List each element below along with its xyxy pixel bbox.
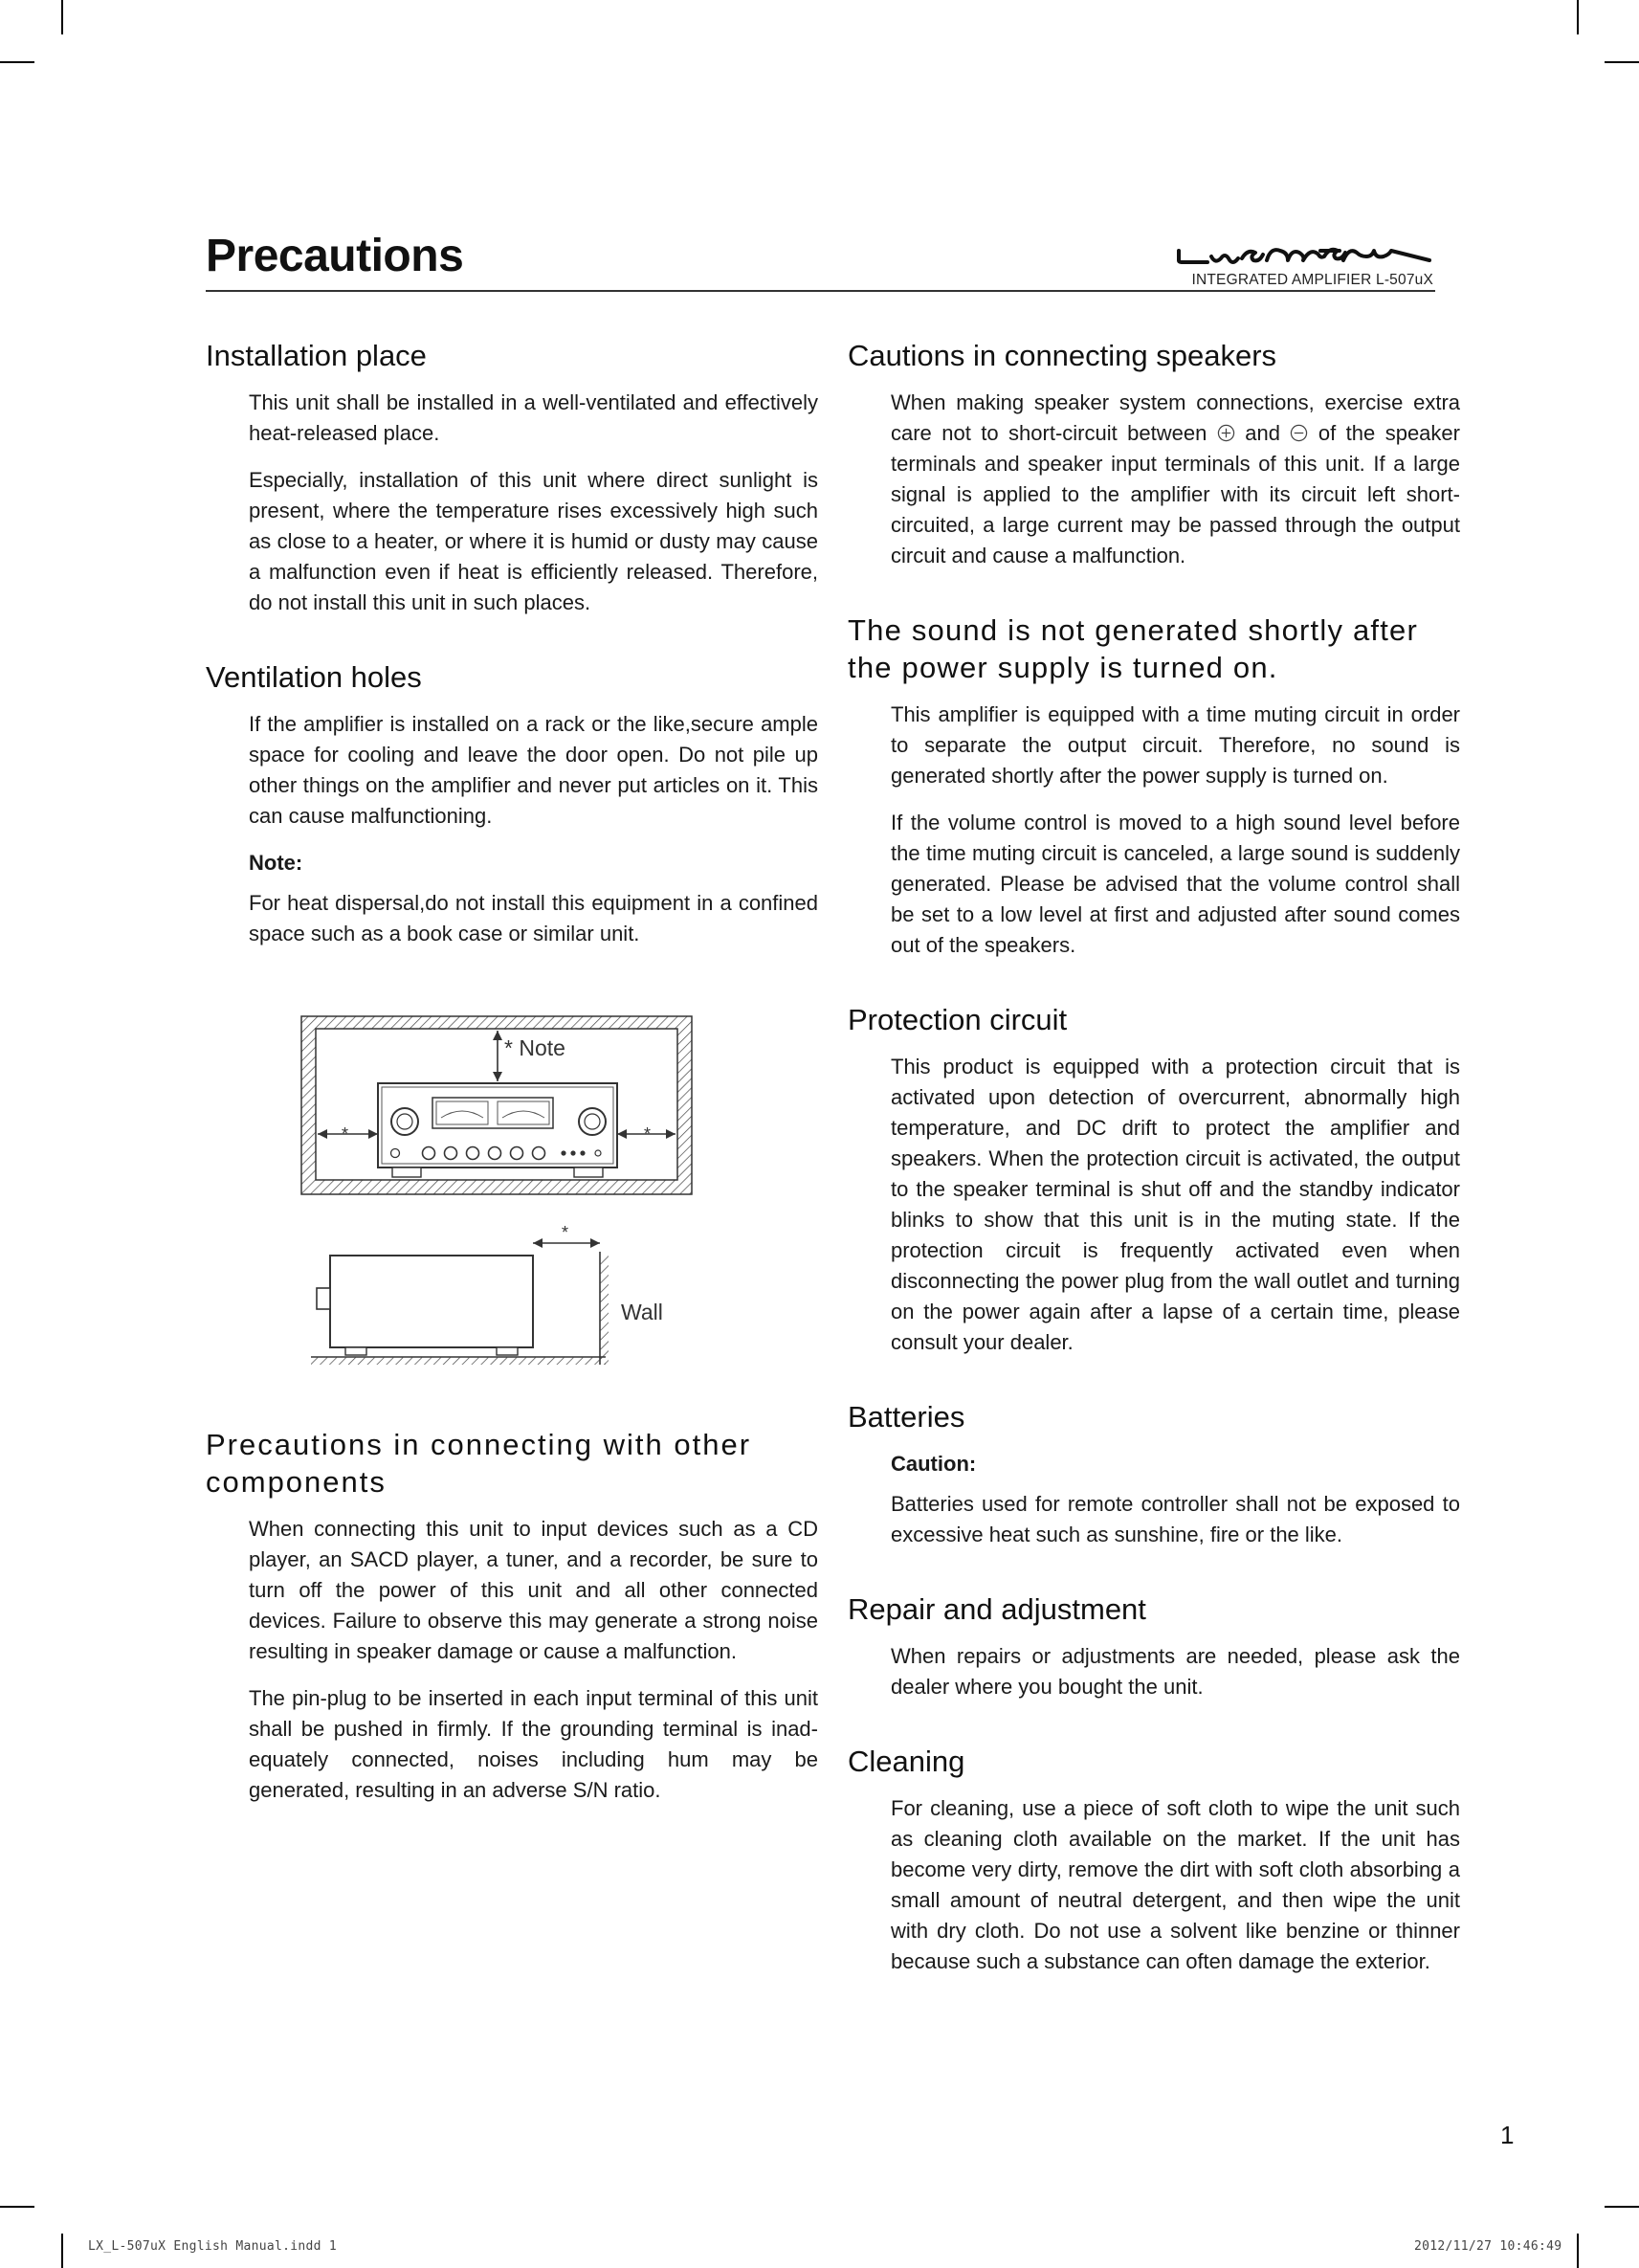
paragraph: This unit shall be installed in a well-ventilated and effectively heat-released place. — [249, 390, 818, 445]
section-heading: Cleaning — [848, 1745, 965, 1778]
section-body — [891, 388, 1460, 571]
brand-logo — [1175, 232, 1433, 268]
section-heading: Batteries — [848, 1400, 965, 1434]
section-installation — [206, 337, 818, 618]
section-heading: Precautions in connecting with other components — [206, 1428, 752, 1499]
footer-file-info: LX_L-507uX English Manual.indd 1 — [88, 2239, 338, 2254]
paragraph: When connecting this unit to input devices such as a CD player, an SACD player, a tuner, and a recorder, be sure to turn off the power of this unit and all other connected devices. Failure to observe this may generate a strong noise resulting in speaker damage or cause a malfunction. — [249, 1517, 818, 1663]
section-protection — [848, 1001, 1460, 1358]
section-body — [249, 1514, 818, 1806]
crop-mark — [61, 2234, 63, 2268]
plus-terminal-icon — [1217, 424, 1235, 442]
section-body — [891, 1641, 1460, 1702]
diagram-star: * — [644, 1124, 652, 1144]
section-connecting — [206, 1426, 818, 1806]
paragraph: If the volume control is moved to a high sound level before the time muting circuit is canceled, a large sound is suddenly generated. Please be advised that the volume control shall be set to a low level at first and adjusted after sound comes out of the speakers. — [891, 811, 1460, 957]
section-body — [891, 1052, 1460, 1358]
minus-terminal-icon — [1290, 424, 1308, 442]
section-body — [249, 709, 818, 949]
crop-mark — [0, 61, 34, 63]
diagram-wall-label: Wall — [621, 1300, 663, 1324]
diagram-drawing — [206, 1005, 818, 1397]
section-heading: Installation place — [206, 339, 427, 372]
crop-mark — [0, 2206, 34, 2208]
crop-mark — [1605, 61, 1639, 63]
paragraph: This product is equipped with a protection circuit that is activated upon detection of overcurrent, abnormally high temperature, and DC drift to protect the amplifier and speakers. When the protection circuit is activated, the output to the speaker terminal is shut off and the standby indicator blinks to show that this unit is in the muting state. If the protection circuit is frequently activated even when disconnecting the power plug from the wall outlet and turning on the power again after a lapse of a certain time, please consult your dealer. — [891, 1055, 1460, 1354]
section-repair — [848, 1590, 1460, 1702]
paragraph: This amplifier is equipped with a time muting circuit in order to separate the output circuit. Therefore, no sound is generated shortly after the power supply is turned on. — [891, 702, 1460, 788]
diagram-star: * — [342, 1124, 349, 1144]
diagram-note-label: * Note — [504, 1035, 565, 1060]
section-body — [891, 700, 1460, 961]
paragraph: When repairs or adjustments are needed, please ask the dealer where you bought the unit. — [891, 1644, 1460, 1699]
section-body — [891, 1793, 1460, 1977]
section-ventilation — [206, 658, 818, 949]
paragraph: For cleaning, use a piece of soft cloth to wipe the unit such as cleaning cloth available on the market. If the unit has become very dirty, remove the dirt with soft cloth absorbing a small amount of neutral detergent, and then wipe the unit with dry cloth. Do not use a solvent like benzine or thinner because such a substance can often damage the exterior. — [891, 1796, 1460, 1973]
paragraph: Batteries used for remote controller shall not be exposed to excessive heat such as sunshine, fire or the like. — [891, 1492, 1460, 1546]
title-rule — [206, 290, 1435, 292]
caution-label: Caution: — [891, 1452, 977, 1476]
note-label: Note: — [249, 851, 303, 875]
crop-mark — [1577, 2234, 1579, 2268]
paragraph: Especially, installation of this unit where direct sunlight is present, where the temperature rises excessively high such as close to a heater, or where it is humid or dusty may cause a malfunction even if heat is efficiently released. Therefore, do not install this unit in such places. — [249, 468, 818, 614]
section-heading: The sound is not generated shortly after the power supply is turned on. — [848, 613, 1418, 684]
section-speakers — [848, 337, 1460, 571]
page-number: 1 — [1500, 2121, 1515, 2149]
paragraph-text: and — [1245, 421, 1280, 445]
paragraph — [891, 388, 1460, 571]
section-heading: Protection circuit — [848, 1003, 1068, 1036]
left-column — [206, 337, 818, 1846]
section-body — [249, 388, 818, 618]
section-body — [891, 1449, 1460, 1550]
paragraph-text: When making speaker system connections, exercise extra care not to short-circuit between — [891, 390, 1460, 445]
section-heading: Repair and adjustment — [848, 1592, 1146, 1626]
right-column — [848, 337, 1460, 2017]
model-caption: INTEGRATED AMPLIFIER L-507uX — [1191, 272, 1433, 288]
installation-clearance-diagram — [206, 1005, 818, 1397]
diagram-star: * — [562, 1223, 569, 1242]
brand-block — [1127, 232, 1433, 289]
page-title: Precautions — [206, 231, 464, 281]
paragraph-text: of the speaker terminals and speaker input terminals of this unit. If a large signal is applied to the amplifier with its circuit left short-circuited, a large current may be passed through the output circuit and cause a malfunction. — [891, 421, 1460, 567]
paragraph: If the amplifier is installed on a rack or the like,secure ample space for cooling and leave the door open. Do not pile up other things on the amplifier and never put articles on it. This can cause malfunctioning. — [249, 712, 818, 828]
section-cleaning — [848, 1743, 1460, 1977]
crop-mark — [61, 0, 63, 34]
note-text: For heat dispersal,do not install this equipment in a confined space such as a book case or similar unit. — [249, 891, 818, 945]
section-sound — [848, 611, 1460, 961]
paragraph: The pin-plug to be inserted in each input terminal of this unit shall be pushed in firmly. If the grounding terminal is inad-equately connected, noises including hum may be generated, resulting in an adverse S/N ratio. — [249, 1686, 818, 1802]
crop-mark — [1605, 2206, 1639, 2208]
footer-timestamp: 2012/11/27 10:46:49 — [1414, 2239, 1562, 2254]
section-heading: Ventilation holes — [206, 660, 422, 694]
section-batteries — [848, 1398, 1460, 1550]
crop-mark — [1577, 0, 1579, 34]
section-heading: Cautions in connecting speakers — [848, 339, 1277, 372]
